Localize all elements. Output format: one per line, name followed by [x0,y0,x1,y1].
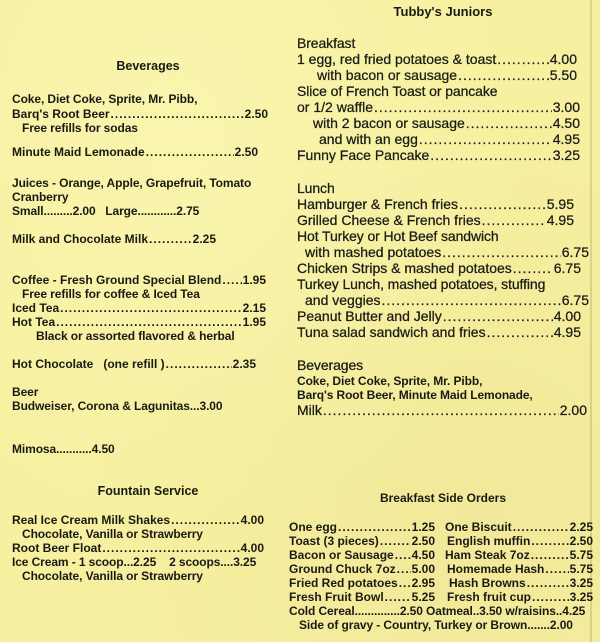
item-name: with mashed potatoes [305,244,442,260]
side-item [289,590,435,604]
shakes-item [12,513,264,527]
leader-dots [111,107,244,121]
item-price: 2.50 [411,534,435,548]
leader-dots [513,260,553,276]
ice-cream-line: Ice Cream - 1 scoop...2.25 2 scoops....3.25 [12,555,257,569]
leader-dots [459,196,546,212]
item-name: Hot Tea [12,315,56,329]
leader-dots [532,590,569,604]
item-price: 3.25 [569,576,593,590]
item-name: Bacon or Sausage [289,548,394,562]
item-name: Toast (3 pieces) [289,534,379,548]
leader-dots [497,51,549,67]
item-name: One Biscuit [445,520,512,534]
item-price: 4.95 [552,131,580,147]
sodas-note: Free refills for sodas [22,121,138,135]
leader-dots [323,402,559,418]
mimosa-line: Mimosa...........4.50 [12,442,115,456]
item-price: 3.00 [552,99,580,115]
item-name: Fresh Fruit Bowl [289,590,384,604]
gravy-line: Side of gravy - Country, Turkey or Brown.......2.00 [299,618,573,632]
breakfast-label: Breakfast [297,35,356,51]
leader-dots [545,562,568,576]
kids-beverages-item [297,402,587,418]
item-price: 6.75 [561,244,589,260]
item-price: 1.95 [242,273,266,287]
leader-dots [171,513,240,527]
item-name: Fried Red potatoes [289,576,398,590]
breakfast-item: Slice of French Toast or pancake [297,83,498,99]
beer-label: Beer [12,385,39,399]
side-item [447,534,593,548]
hot-tea-note: Black or assorted flavored & herbal [36,329,235,343]
item-price: 4.95 [553,324,581,340]
breakfast-item [297,67,577,83]
lunch-label: Lunch [297,180,335,196]
kids-beverages-label: Beverages [297,357,364,373]
item-price: 4.00 [549,51,577,67]
leader-dots [399,576,411,590]
item-name: Barq's Root Beer [12,107,110,121]
fountain-heading: Fountain Service [97,484,199,498]
leader-dots [385,590,411,604]
item-price: 2.15 [242,301,266,315]
item-name: Milk and Chocolate Milk [12,232,149,246]
leader-dots [487,324,553,340]
item-name: Ham Steak 7oz [445,548,530,562]
leader-dots [482,212,546,228]
item-name: 1 egg, red fried potatoes & toast [297,51,497,67]
breakfast-item [297,99,580,115]
item-price: 5.95 [546,196,574,212]
coffee-note: Free refills for coffee & Iced Tea [22,287,200,301]
item-price: 5.75 [569,562,593,576]
item-price: 6.75 [553,260,581,276]
side-item [447,562,593,576]
item-price: 2.25 [192,232,216,246]
item-price: 2.50 [244,107,268,121]
side-item [289,520,435,534]
kids-beverages-line: Coke, Diet Coke, Sprite, Mr. Pibb, [297,374,483,388]
leader-dots [222,273,241,287]
kids-beverages-line-2: Barq's Root Beer, Minute Maid Lemonade, [297,388,533,402]
leader-dots [397,562,411,576]
item-name: and veggies [305,292,381,308]
leader-dots [146,145,234,159]
leader-dots [102,541,239,555]
item-price: 4.00 [553,308,581,324]
leader-dots [56,315,242,329]
item-price: 4.50 [552,115,580,131]
item-name: Real Ice Cream Milk Shakes [12,513,171,527]
item-price: 2.25 [569,520,593,534]
hot-chocolate-item [12,357,256,371]
item-name: Hot Chocolate (one refill ) [12,357,165,371]
leader-dots [338,520,411,534]
item-price: 2.50 [569,534,593,548]
item-name: Hash Browns [449,576,526,590]
juices-line: Juices - Orange, Apple, Grapefruit, Tomato [12,176,252,190]
breakfast-item [297,51,577,67]
breakfast-item [297,115,580,131]
juniors-title: Tubby's Juniors [393,4,493,19]
lunch-item: Hot Turkey or Hot Beef sandwich [297,228,499,244]
item-name: Peanut Butter and Jelly [297,308,442,324]
item-name: Chicken Strips & mashed potatoes [297,260,512,276]
milk-item [12,232,216,246]
sodas-item [12,107,268,121]
item-name: One egg [289,520,338,534]
leader-dots [166,357,232,371]
leader-dots [443,308,553,324]
item-price: 2.95 [411,576,435,590]
item-price: 6.75 [561,292,589,308]
ice-cream-note: Chocolate, Vanilla or Strawberry [22,569,203,583]
item-price: 4.95 [546,212,574,228]
item-price: 5.25 [411,590,435,604]
item-price: 4.00 [240,541,264,555]
item-name: Milk [297,402,322,418]
side-item [289,548,435,562]
leader-dots [531,548,569,562]
item-name: Coffee - Fresh Ground Special Blend [12,273,222,287]
lunch-item [297,324,581,340]
item-name: Iced Tea [12,301,60,315]
leader-dots [149,232,192,246]
leader-dots [466,115,552,131]
item-price: 3.25 [569,590,593,604]
lunch-item [297,244,589,260]
side-item [445,520,593,534]
lunch-item [297,292,589,308]
item-name: Homemade Hash [447,562,545,576]
breakfast-item [297,147,580,163]
leader-dots [382,292,561,308]
cereal-line: Cold Cereal..............2.50 Oatmeal..3.50 w/raisins..4.25 [289,604,586,618]
juices-sizes: Small.........2.00 Large............2.75 [12,204,200,218]
item-name: Hamburger & French fries [297,196,459,212]
beverages-heading: Beverages [116,59,180,73]
lemonade-item [12,145,258,159]
side-item [447,590,593,604]
leader-dots [374,99,552,115]
item-name: and with an egg [319,131,418,147]
side-item [289,562,435,576]
item-name: Funny Face Pancake [297,147,430,163]
item-name: Tuna salad sandwich and fries [297,324,486,340]
lunch-item [297,308,581,324]
item-price: 3.25 [552,147,580,163]
item-name: Ground Chuck 7oz [289,562,396,576]
item-price: 5.00 [411,562,435,576]
leader-dots [430,147,551,163]
side-item [449,576,593,590]
item-price: 2.00 [559,402,587,418]
breakfast-item [297,131,580,147]
shakes-note: Chocolate, Vanilla or Strawberry [22,527,203,541]
hot-tea-item [12,315,266,329]
beer-line: Budweiser, Corona & Lagunitas...3.00 [12,399,223,413]
side-item [289,576,435,590]
item-name: with bacon or sausage [317,67,458,83]
lunch-item [297,196,574,212]
lunch-item [297,212,574,228]
item-name: with 2 bacon or sausage [313,115,465,131]
side-orders-heading: Breakfast Side Orders [379,491,507,505]
item-name: Grilled Cheese & French fries [297,212,481,228]
item-name: Fresh fruit cup [447,590,532,604]
leader-dots [513,520,569,534]
coffee-item [12,273,266,287]
item-price: 2.50 [234,145,258,159]
float-item [12,541,264,555]
sodas-line: Coke, Diet Coke, Sprite, Mr. Pibb, [12,92,198,106]
leader-dots [442,244,561,260]
item-price: 1.95 [242,315,266,329]
item-name: or 1/2 waffle [297,99,374,115]
leader-dots [527,576,569,590]
juices-line-2: Cranberry [12,190,69,204]
side-item [289,534,435,548]
item-name: Minute Maid Lemonade [12,145,145,159]
lunch-item: Turkey Lunch, mashed potatoes, stuffing [297,276,546,292]
leader-dots [60,301,242,315]
leader-dots [531,534,568,548]
item-price: 5.75 [569,548,593,562]
item-name: Root Beer Float [12,541,102,555]
item-name: English muffin [447,534,531,548]
leader-dots [419,131,552,147]
item-price: 4.00 [240,513,264,527]
item-price: 5.50 [549,67,577,83]
leader-dots [458,67,549,83]
leader-dots [380,534,411,548]
item-price: 4.50 [411,548,435,562]
item-price: 2.35 [232,357,256,371]
item-price: 1.25 [411,520,435,534]
side-item [445,548,593,562]
iced-tea-item [12,301,266,315]
leader-dots [395,548,411,562]
lunch-item [297,260,581,276]
